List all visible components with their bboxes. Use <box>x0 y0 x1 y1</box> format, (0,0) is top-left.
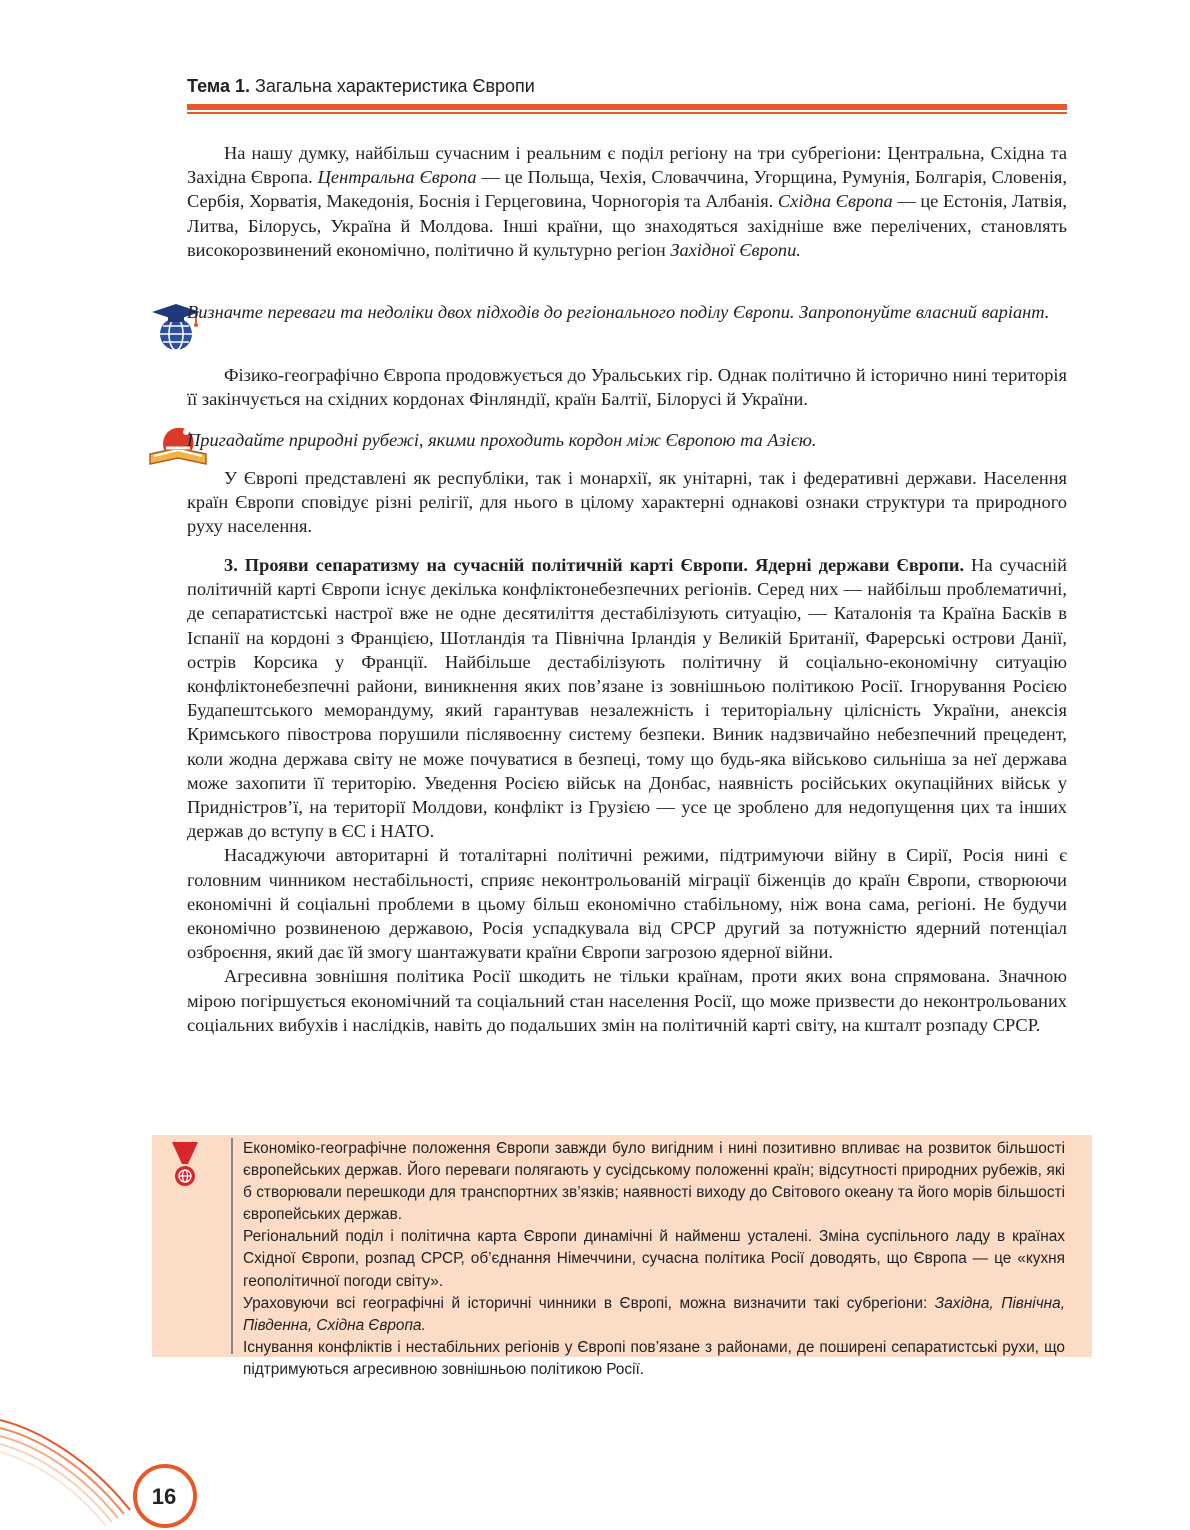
paragraph-text: На сучасній політичній карті Європи існує декілька конфліктонебезпечних регіонів. Серед них — найбільш проблематичні, де сепаратистські настрої вже не одне десятиліття дестабілізують ситуацію, — Каталонія та Країна Басків в Іспанії на кордоні з Францією, Шотландія та Північна Ірландія у Великій Британії, Фарерські острови Данії, острів Корсика у Франції. Найбільше дестабілізують політичну й соціально-економічну ситуацію конфліктонебезпечні райони, виникнення яких пов’язане із зовнішньою політикою Росії. Ігнорування Росією Будапештського меморандуму, який гарантував незалежність і територіальну цілісність України, анексія Кримського півострова порушили післявоєнну систему безпеки. Виник надзвичайно небезпечний прецедент, коли жодна держава світу не може почуватися в безпеці, тому що будь-яка військово сильніша за неї держава може захопити її територію. Уведення Росією військ на Донбас, наявність російських окупаційних військ у Придністров’ї, на території Молдови, конфлікт із Грузією — усе це зроблено для недопущення цих та інших держав до вступу в ЄС і НАТО. <box>187 555 1067 842</box>
paragraph-subregions <box>187 141 1067 262</box>
page-number: 16 <box>151 1484 177 1509</box>
task-recall-borders <box>187 428 1067 452</box>
summary-point: Ураховуючи всі географічні й історичні чинники в Європі, можна визначити такі субрегіони: <box>243 1294 935 1312</box>
paragraph-physical-geography <box>187 363 1067 411</box>
paragraph-text: Агресивна зовнішня політика Росії шкодить не тільки країнам, проти яких вона спрямована. Значною мірою погіршується економічний та соціальний стан населення Росії, що може призвести до неконтрольованих соціальних вибухів і наслідків, навіть до подальших змін на політичній карті світу, на кшталт розпаду СРСР. <box>187 966 1067 1035</box>
section-heading: 3. Прояви сепаратизму на сучасній політичній карті Європи. Ядерні держави Європи. <box>224 555 965 575</box>
exclamation-globe-icon <box>168 1140 202 1190</box>
summary-point: Регіональний поділ і політична карта Європи динамічні й найменш усталені. Зміна суспільного ладу в країнах Східної Європи, розпад СРСР, об’єднання Німеччини, сучасна політика Росії доводять, що Європа — це «кухня геополітичної погоди світу». <box>243 1228 1065 1290</box>
paragraph-text: Насаджуючи авторитарні й тоталітарні політичні режими, підтримуючи війну в Сирії, Росія нині є головним чинником нестабільності, сприяє неконтрольованій міграції біженців до країн Європи, створюючи економічні й соціальні проблеми в цьому більш економічно стабільному, ніж вона сама, регіоні. Не будучи економічно розвиненою державою, Росія успадкувала від СРСР другий за потужністю ядерний потенціал озброєння, який дає їй змогу шантажувати країни Європи загрозою ядерної війни. <box>187 845 1067 963</box>
text-run: На нашу думку, найбільш сучасним і реальним є поділ регіону на три субрегіони: Центральна, Східна та Західна Європа. <box>187 143 1067 188</box>
paragraph-text: Фізико-географічно Європа продовжується до Уральських гір. Однак політично й історично нині територія її закінчується на східних кордонах Фінляндії, країн Балтії, Білорусі й України. <box>187 365 1067 410</box>
summary-point: Існування конфліктів і нестабільних регіонів у Європі пов’язане з районами, де поширені сепаратистські рухи, що підтримуються агресивною зовнішньою політикою Росії. <box>243 1338 1065 1378</box>
summary-text <box>243 1138 1065 1381</box>
summary-subregions: Західна, Північна, Південна, Східна Європа. <box>243 1294 1065 1334</box>
header-rule-thick <box>187 104 1067 110</box>
paragraph-states-types <box>187 466 1067 539</box>
term-eastern-europe: Східна Європа <box>777 191 893 212</box>
page-header <box>187 76 1067 97</box>
header-rule-thin <box>187 112 1067 114</box>
task-text: Пригадайте природні рубежі, якими проходить кордон між Європою та Азією. <box>187 430 817 450</box>
topic-title: Загальна характеристика Європи <box>255 76 535 96</box>
text-run: — це Польща, Чехія, Словаччина, Угорщина, Румунія, Болгарія, Словенія, Сербія, Хорватія, Македонія, Боснія і Герцеговина, Чорногорія та Албанія. <box>187 167 1067 212</box>
summary-point: Економіко-географічне положення Європи завжди було вигідним і нині позитивно впливає на розвиток більшості європейських держав. Його переваги полягають у сусідському положенні країн; відсутності природних рубежів, які б створювали перешкоди для транспортних зв’язків; наявності виходу до Світового океану та його морів більшості європейських держав. <box>243 1140 1065 1224</box>
task-text: Визначте переваги та недоліки двох підходів до регіонального поділу Європи. Запропонуйте власний варіант. <box>187 302 1050 322</box>
text-run: — це Естонія, Латвія, Литва, Білорусь, Україна й Молдова. Інші країни, що знаходяться західніше вже перелічених, становлять високорозвинений економічно, політично й культурно регіон <box>187 191 1067 260</box>
term-central-europe: Центральна Європа <box>317 167 477 188</box>
topic-label: Тема 1. <box>187 76 250 96</box>
task-compare-approaches <box>187 300 1067 324</box>
paragraph-text: У Європі представлені як республіки, так і монархії, як унітарні, так і федеративні держави. Населення країн Європи сповідує різні релігії, для нього в цілому характерні однакові ознаки структури та природного руху населення. <box>187 468 1067 537</box>
summary-divider <box>231 1138 233 1354</box>
term-western-europe: Західної Європи. <box>670 239 801 260</box>
section-separatism <box>187 553 1067 1037</box>
